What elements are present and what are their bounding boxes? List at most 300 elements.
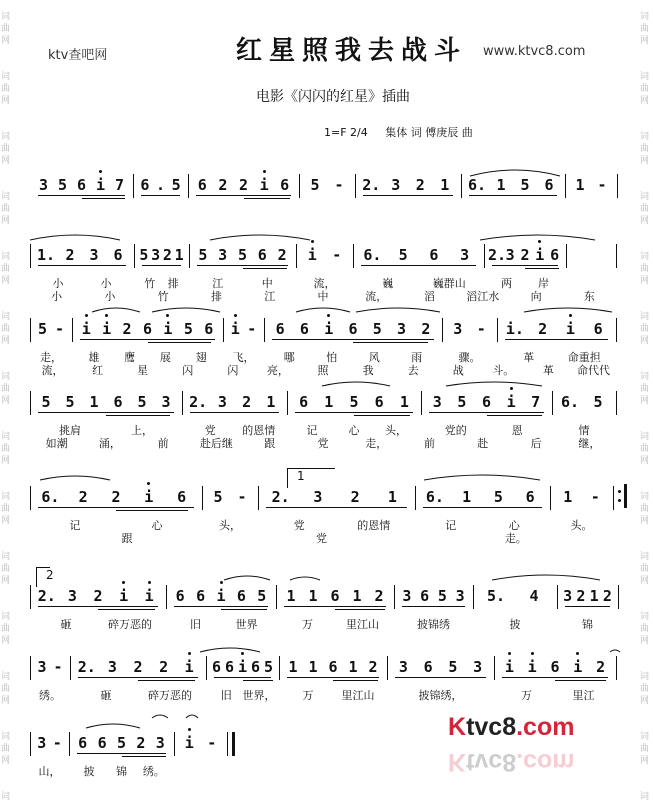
- margin-watermark-char: 词: [1, 612, 11, 622]
- slur-arc: [40, 476, 110, 480]
- lyric: 头。: [570, 519, 593, 532]
- note: i: [573, 658, 583, 676]
- site-name-label: ktv查吧网: [48, 48, 108, 63]
- note: 3: [37, 734, 47, 752]
- beam-underline: [525, 268, 559, 269]
- margin-watermark-char: 网: [640, 456, 650, 466]
- lyric: 披: [83, 765, 95, 778]
- note: i: [504, 658, 514, 676]
- beam-underline: [395, 677, 486, 678]
- beam-underline: [116, 510, 188, 511]
- margin-watermark-char: 曲: [1, 264, 11, 274]
- margin-watermark-char: 曲: [640, 564, 650, 574]
- margin-watermark-char: 曲: [1, 444, 11, 454]
- bar-line: [134, 244, 135, 268]
- note: 1: [563, 488, 573, 506]
- beam-underline: [196, 195, 291, 196]
- lyric: 翅: [195, 351, 207, 364]
- slur-arc: [492, 575, 600, 580]
- beam-underline: [423, 507, 542, 508]
- measure: [34, 658, 66, 706]
- high-octave-dot: [510, 387, 513, 390]
- note: i: [324, 320, 334, 338]
- measure: [137, 176, 184, 224]
- margin-watermark-char: 网: [1, 96, 11, 106]
- note: 2: [242, 393, 252, 411]
- margin-watermark-char: 曲: [640, 684, 650, 694]
- note: 3: [67, 587, 77, 605]
- measure: [419, 488, 546, 536]
- note: 3: [432, 393, 442, 411]
- slur-arc: [200, 648, 260, 652]
- beam-underline: [141, 195, 180, 196]
- note: 3: [38, 176, 49, 194]
- margin-watermark-char: 网: [1, 576, 11, 586]
- lyric-second-verse: 如潮: [45, 437, 68, 450]
- bar-line: [206, 656, 207, 680]
- note: 5: [493, 488, 503, 506]
- note: 2: [576, 587, 586, 605]
- beam-underline: [492, 265, 558, 266]
- measure: [561, 587, 614, 635]
- margin-watermark-char: 词: [1, 732, 11, 742]
- slur-arc: [296, 308, 350, 312]
- note: 6: [429, 246, 439, 264]
- note: 2: [368, 658, 378, 676]
- note: 6: [423, 658, 433, 676]
- lyric: 旧: [220, 689, 232, 702]
- note: 1: [440, 176, 450, 194]
- lyric: 绣。: [142, 765, 165, 778]
- lyric-second-verse: 斗。: [492, 364, 515, 377]
- measure: [34, 176, 129, 224]
- beam-underline: [244, 198, 291, 199]
- slur-arc: [290, 577, 320, 580]
- note: 6: [550, 246, 560, 264]
- margin-watermark-char: 网: [640, 756, 650, 766]
- credits: 集体 词 傅庚辰 曲: [385, 126, 473, 139]
- volta-bracket-side: [287, 468, 288, 488]
- margin-watermark-char: 词: [1, 72, 11, 82]
- lyric-second-verse: 流，: [365, 290, 388, 303]
- note: 6: [78, 734, 88, 752]
- margin-watermark-char: 网: [1, 336, 11, 346]
- slur-arc: [446, 382, 542, 386]
- bar-line: [133, 174, 134, 198]
- bar-line: [394, 585, 395, 609]
- measure: [488, 246, 562, 294]
- note: -: [247, 320, 257, 338]
- beam-underline: [148, 342, 211, 343]
- lyric: 岸: [538, 277, 549, 290]
- note: 2: [159, 658, 169, 676]
- note: 5: [237, 246, 247, 264]
- note: 6.: [41, 488, 60, 506]
- measure: [280, 587, 390, 635]
- note: 5: [593, 393, 603, 411]
- lyric: 革: [523, 351, 535, 364]
- lyric: 流，: [313, 277, 336, 290]
- margin-watermark-char: 曲: [640, 744, 650, 754]
- lyric: 雄: [88, 351, 100, 364]
- beam-underline: [284, 606, 386, 607]
- note: i: [119, 587, 129, 605]
- beam-underline: [38, 265, 126, 266]
- beam-underline: [295, 412, 413, 413]
- note: 6: [224, 658, 235, 676]
- note: 6: [257, 246, 267, 264]
- note: i: [184, 658, 194, 676]
- margin-watermark-char: 词: [1, 192, 11, 202]
- margin-watermark-char: 词: [640, 672, 650, 682]
- high-octave-dot: [99, 170, 102, 173]
- lyric: 上，: [131, 424, 153, 437]
- note: i: [535, 246, 545, 264]
- beam-underline: [38, 507, 194, 508]
- note: 3: [473, 658, 483, 676]
- lyric: 恩: [511, 424, 523, 437]
- bar-line: [473, 585, 474, 609]
- bar-line: [174, 732, 175, 756]
- bar-line: [296, 244, 297, 268]
- margin-watermark-char: 网: [640, 516, 650, 526]
- lyric-second-verse: 竹: [157, 290, 169, 303]
- measure: [391, 658, 490, 706]
- repeat-thick-bar: [624, 484, 627, 508]
- lyric: 中: [261, 277, 273, 290]
- margin-watermark-char: 网: [640, 276, 650, 286]
- lyric: 两: [501, 277, 512, 290]
- note: i: [95, 176, 106, 194]
- bar-line: [552, 391, 553, 415]
- note: -: [53, 658, 63, 676]
- site-url-label: www.ktvc8.com: [483, 44, 586, 59]
- lyric-second-verse: 小: [104, 290, 116, 303]
- margin-watermark-char: 曲: [640, 624, 650, 634]
- beam-underline: [78, 677, 198, 678]
- measure: [74, 658, 202, 706]
- beam-underline: [138, 680, 195, 681]
- beam-underline: [333, 680, 378, 681]
- margin-watermark-char: 曲: [1, 504, 11, 514]
- note: 7: [114, 176, 125, 194]
- lyric: 江: [212, 277, 224, 290]
- margin-watermark-char: 网: [1, 636, 11, 646]
- lyric: 碎万恶的: [148, 689, 192, 702]
- lyric-second-verse: 赴后继: [199, 437, 233, 450]
- slur-arc: [92, 308, 140, 312]
- note: 5: [37, 320, 48, 338]
- lyric: 记: [306, 424, 318, 437]
- note: 2: [520, 246, 530, 264]
- note: -: [237, 488, 247, 506]
- measure: [359, 176, 457, 224]
- note: 5: [520, 176, 530, 194]
- lyric: 党的: [444, 424, 467, 437]
- measure: [569, 176, 613, 224]
- lyric: 走，: [40, 351, 62, 364]
- measure: [210, 658, 275, 706]
- margin-watermark-char: 词: [640, 252, 650, 262]
- note: 6: [420, 587, 430, 605]
- margin-watermark-char: 词: [640, 132, 650, 142]
- margin-watermark-char: 曲: [1, 204, 11, 214]
- right-margin-watermark: [639, 0, 653, 805]
- lyric-second-verse: 党: [317, 437, 329, 450]
- bar-line: [616, 391, 617, 415]
- margin-watermark-char: 词: [640, 312, 650, 322]
- high-octave-dot: [147, 482, 150, 485]
- note: 6: [175, 587, 185, 605]
- margin-watermark-char: 曲: [1, 24, 11, 34]
- note: 6: [348, 320, 358, 338]
- note: 6: [330, 587, 340, 605]
- bar-line: [353, 244, 354, 268]
- margin-watermark-char: 网: [640, 96, 650, 106]
- lyric-second-verse: 红: [92, 364, 104, 377]
- note: i: [230, 320, 240, 338]
- margin-watermark-char: 词: [1, 252, 11, 262]
- beam-underline: [266, 507, 407, 508]
- bar-line: [421, 391, 422, 415]
- lyric: 党: [204, 424, 216, 437]
- note: 5: [171, 176, 181, 194]
- note: i: [237, 658, 248, 676]
- note: 5: [398, 246, 408, 264]
- margin-watermark-char: 曲: [640, 504, 650, 514]
- lyric: 竹: [144, 277, 156, 290]
- note: 1: [352, 587, 362, 605]
- note: 6: [236, 587, 246, 605]
- volta-number: 1: [297, 469, 305, 483]
- beam-underline: [243, 268, 288, 269]
- lyric: 挑肩: [59, 424, 81, 437]
- bar-line: [613, 486, 614, 510]
- note: 5: [213, 488, 223, 506]
- slur-arc: [480, 235, 595, 240]
- lyric-second-verse: 滔: [424, 290, 436, 303]
- note: 2: [78, 488, 88, 506]
- lyric-second-verse: 中: [317, 290, 329, 303]
- bar-line: [264, 318, 265, 342]
- margin-watermark-char: 词: [640, 432, 650, 442]
- note: 2: [238, 176, 248, 194]
- note: 1: [348, 658, 358, 676]
- high-octave-dot: [508, 652, 511, 655]
- bar-line: [616, 244, 617, 268]
- note: 3: [391, 176, 401, 194]
- note: 6.: [467, 176, 487, 194]
- beam-underline: [353, 342, 428, 343]
- note: 3: [397, 320, 407, 338]
- measure: [34, 488, 198, 536]
- note: 2.: [189, 393, 208, 411]
- note: i: [163, 320, 173, 338]
- note: 3: [37, 658, 47, 676]
- margin-watermark-char: 网: [640, 696, 650, 706]
- note: 1: [575, 176, 585, 194]
- margin-watermark-char: 曲: [1, 564, 11, 574]
- lyric: 心: [508, 519, 520, 532]
- high-octave-dot: [220, 581, 223, 584]
- note: i: [216, 587, 226, 605]
- final-thick-bar: [232, 732, 235, 756]
- margin-watermark-char: 词: [1, 672, 11, 682]
- bar-line: [182, 391, 183, 415]
- measure: [73, 734, 170, 782]
- note: 1: [387, 488, 397, 506]
- note: 1: [399, 393, 409, 411]
- beam-underline: [197, 265, 288, 266]
- beam-underline: [174, 606, 268, 607]
- measure: [446, 320, 493, 368]
- beam-underline: [98, 609, 155, 610]
- slur-arc: [356, 308, 440, 312]
- note: 1: [324, 393, 334, 411]
- slur-arc: [322, 382, 390, 386]
- note: 6: [142, 320, 152, 338]
- note: i: [144, 488, 154, 506]
- note: 3: [453, 320, 463, 338]
- beam-underline: [106, 415, 170, 416]
- margin-watermark-char: 曲: [1, 744, 11, 754]
- note: 5: [349, 393, 359, 411]
- lyric: 头，: [219, 519, 241, 532]
- measure: [477, 587, 553, 635]
- margin-watermark-char: 曲: [640, 24, 650, 34]
- lyric: 飞，: [232, 351, 255, 364]
- beam-underline: [487, 415, 542, 416]
- lyric: 情: [578, 424, 590, 437]
- lyric: 排: [167, 277, 179, 290]
- note: 6: [197, 176, 207, 194]
- measure: [398, 587, 469, 635]
- beam-underline: [469, 195, 557, 196]
- key-meter: 1=F 2/4: [324, 126, 368, 139]
- lyric-second-verse: 跟: [264, 437, 276, 450]
- high-octave-dot: [148, 581, 151, 584]
- note: 2.: [271, 488, 290, 506]
- note: 4: [529, 587, 539, 605]
- lyric: 世界: [235, 618, 258, 631]
- note: 3: [151, 246, 161, 264]
- note: 1: [308, 587, 318, 605]
- note: i: [259, 176, 269, 194]
- note: 3: [505, 246, 515, 264]
- note: i: [144, 587, 154, 605]
- note: 6.: [560, 393, 580, 411]
- margin-watermark-char: 网: [1, 216, 11, 226]
- lyric: 心: [151, 519, 163, 532]
- slur-arc: [224, 576, 270, 580]
- measure: [138, 246, 185, 294]
- note: 3: [218, 246, 228, 264]
- measure: [34, 320, 68, 368]
- margin-watermark-char: 网: [640, 636, 650, 646]
- lyric: 记: [445, 519, 457, 532]
- note: 2: [602, 587, 612, 605]
- lyric-second-verse: 党: [315, 532, 327, 545]
- slur-arc: [30, 235, 120, 240]
- note: 1: [174, 246, 184, 264]
- note: 6: [374, 393, 384, 411]
- lyric-second-verse: 滔江水: [466, 290, 500, 303]
- margin-watermark-char: 词: [1, 492, 11, 502]
- high-octave-dot: [85, 314, 88, 317]
- lyric-second-verse: 向: [530, 290, 542, 303]
- lyric-second-verse: 赴: [477, 437, 489, 450]
- margin-watermark-char: 词: [1, 312, 11, 322]
- beam-underline: [363, 195, 453, 196]
- note: 5: [137, 393, 147, 411]
- note: 6: [250, 658, 261, 676]
- lyric-second-verse: 跟: [121, 532, 133, 545]
- lyric: 披锦绣: [417, 618, 450, 631]
- lyric: 记: [69, 519, 81, 532]
- measure: [303, 176, 351, 224]
- note: 1.: [36, 246, 56, 264]
- note: 6: [196, 587, 206, 605]
- measure: [34, 393, 178, 441]
- bar-line: [550, 486, 551, 510]
- bar-line: [355, 174, 356, 198]
- note: 6: [593, 320, 603, 338]
- note: i: [307, 246, 317, 264]
- lyric-second-verse: 革: [542, 364, 554, 377]
- note: i: [184, 734, 194, 752]
- note: 2: [421, 320, 431, 338]
- lyric-second-verse: 星: [137, 364, 149, 377]
- lyric: 山，: [38, 765, 61, 778]
- slur-arc: [186, 715, 198, 718]
- slur-arc: [524, 308, 612, 312]
- note: 6: [76, 176, 87, 194]
- lyric-second-verse: 排: [210, 290, 222, 303]
- measure: [34, 587, 162, 635]
- bar-line: [69, 732, 70, 756]
- note: -: [334, 176, 344, 194]
- lyric: 万: [521, 689, 532, 702]
- note: 6: [204, 320, 214, 338]
- bar-line: [616, 318, 617, 342]
- measure: [291, 393, 417, 441]
- margin-watermark-char: 词: [640, 492, 650, 502]
- beam-underline: [38, 412, 174, 413]
- margin-watermark-char: 词: [640, 732, 650, 742]
- high-octave-dot: [188, 728, 191, 731]
- slur-arc: [210, 235, 310, 240]
- lyric: 锦: [582, 618, 593, 631]
- lyric: 怕: [326, 351, 338, 364]
- bar-line: [494, 656, 495, 680]
- lyric-second-verse: 继，: [578, 437, 601, 450]
- bar-line: [189, 244, 190, 268]
- margin-watermark-char: 曲: [1, 684, 11, 694]
- key-and-credits: [324, 124, 473, 140]
- lyric: 雨: [411, 351, 423, 364]
- note: 5: [448, 658, 458, 676]
- lyric-second-verse: 江: [264, 290, 276, 303]
- measure: [501, 320, 612, 368]
- note: 1: [589, 587, 599, 605]
- note: 2: [111, 488, 121, 506]
- margin-watermark-char: 网: [1, 396, 11, 406]
- note: i: [81, 320, 91, 338]
- note: 6: [280, 176, 290, 194]
- lyric-second-verse: 流，: [41, 364, 64, 377]
- note: 3: [455, 587, 465, 605]
- lyric: 哪: [283, 351, 295, 364]
